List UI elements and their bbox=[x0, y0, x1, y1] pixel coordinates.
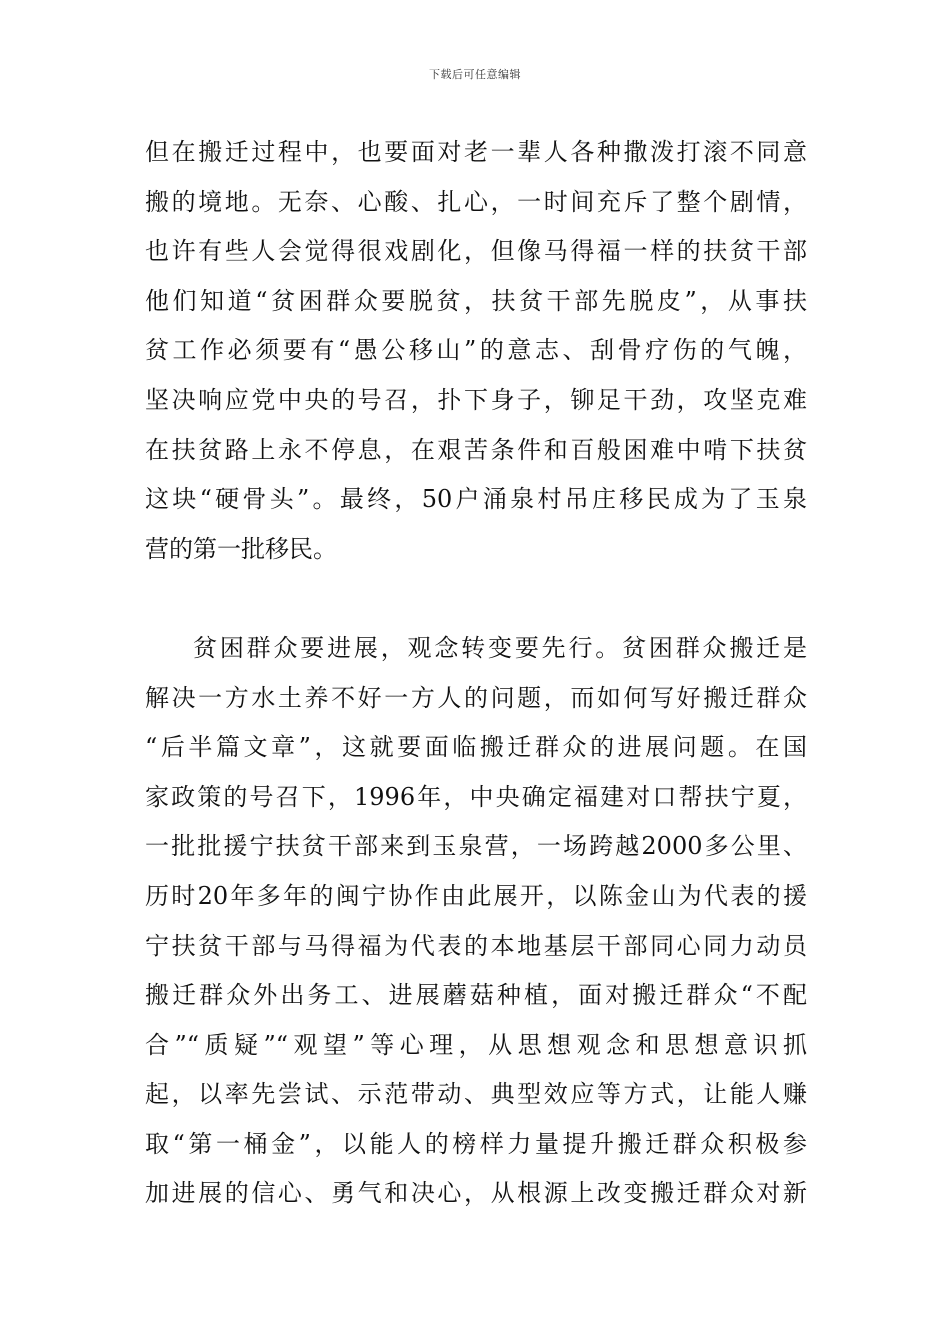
text-line: 取“第一桶金”，以能人的榜样力量提升搬迁群众积极参 bbox=[145, 1129, 807, 1158]
text-line: 这块“硬骨头”。最终，50户涌泉村吊庄移民成为了玉泉 bbox=[145, 485, 807, 514]
text-line: 历时20年多年的闽宁协作由此展开，以陈金山为代表的援 bbox=[145, 881, 807, 910]
text-line: 解决一方水土养不好一方人的问题，而如何写好搬迁群众 bbox=[145, 683, 807, 712]
text-line: 加进展的信心、勇气和决心，从根源上改变搬迁群众对新 bbox=[145, 1179, 807, 1208]
body-text bbox=[145, 128, 807, 1219]
text-line: 在扶贫路上永不停息，在艰苦条件和百般困难中啃下扶贫 bbox=[145, 435, 807, 464]
text-line: 搬迁群众外出务工、进展蘑菇种植，面对搬迁群众“不配 bbox=[145, 981, 807, 1010]
text-line: 营的第一批移民。 bbox=[145, 534, 337, 563]
text-line: 家政策的号召下，1996年，中央确定福建对口帮扶宁夏， bbox=[145, 782, 807, 811]
text-line: 也许有些人会觉得很戏剧化，但像马得福一样的扶贫干部 bbox=[145, 237, 807, 266]
text-line: 搬的境地。无奈、心酸、扎心，一时间充斥了整个剧情， bbox=[145, 187, 807, 216]
text-line: 起，以率先尝试、示范带动、典型效应等方式，让能人赚 bbox=[145, 1080, 807, 1109]
text-line: 贫困群众要进展，观念转变要先行。贫困群众搬迁是 bbox=[193, 633, 807, 662]
header-note: 下载后可任意编辑 bbox=[429, 68, 521, 81]
text-line: 宁扶贫干部与马得福为代表的本地基层干部同心同力动员 bbox=[145, 931, 807, 960]
text-line: 但在搬迁过程中，也要面对老一辈人各种撒泼打滚不同意 bbox=[145, 138, 807, 166]
paragraph-1 bbox=[145, 128, 807, 574]
text-line: 合”“质疑”“观望”等心理，从思想观念和思想意识抓 bbox=[145, 1030, 807, 1059]
paragraph-2 bbox=[145, 624, 807, 1219]
text-line: 一批批援宁扶贫干部来到玉泉营，一场跨越2000多公里、 bbox=[145, 832, 807, 861]
text-line: 坚决响应党中央的号召，扑下身子，铆足干劲，攻坚克难 bbox=[145, 385, 807, 414]
paragraph-gap bbox=[145, 574, 807, 624]
text-line: 贫工作必须要有“愚公移山”的意志、刮骨疗伤的气魄， bbox=[145, 336, 807, 365]
text-line: “后半篇文章”，这就要面临搬迁群众的进展问题。在国 bbox=[145, 733, 807, 762]
text-line: 他们知道“贫困群众要脱贫，扶贫干部先脱皮”，从事扶 bbox=[145, 286, 807, 315]
